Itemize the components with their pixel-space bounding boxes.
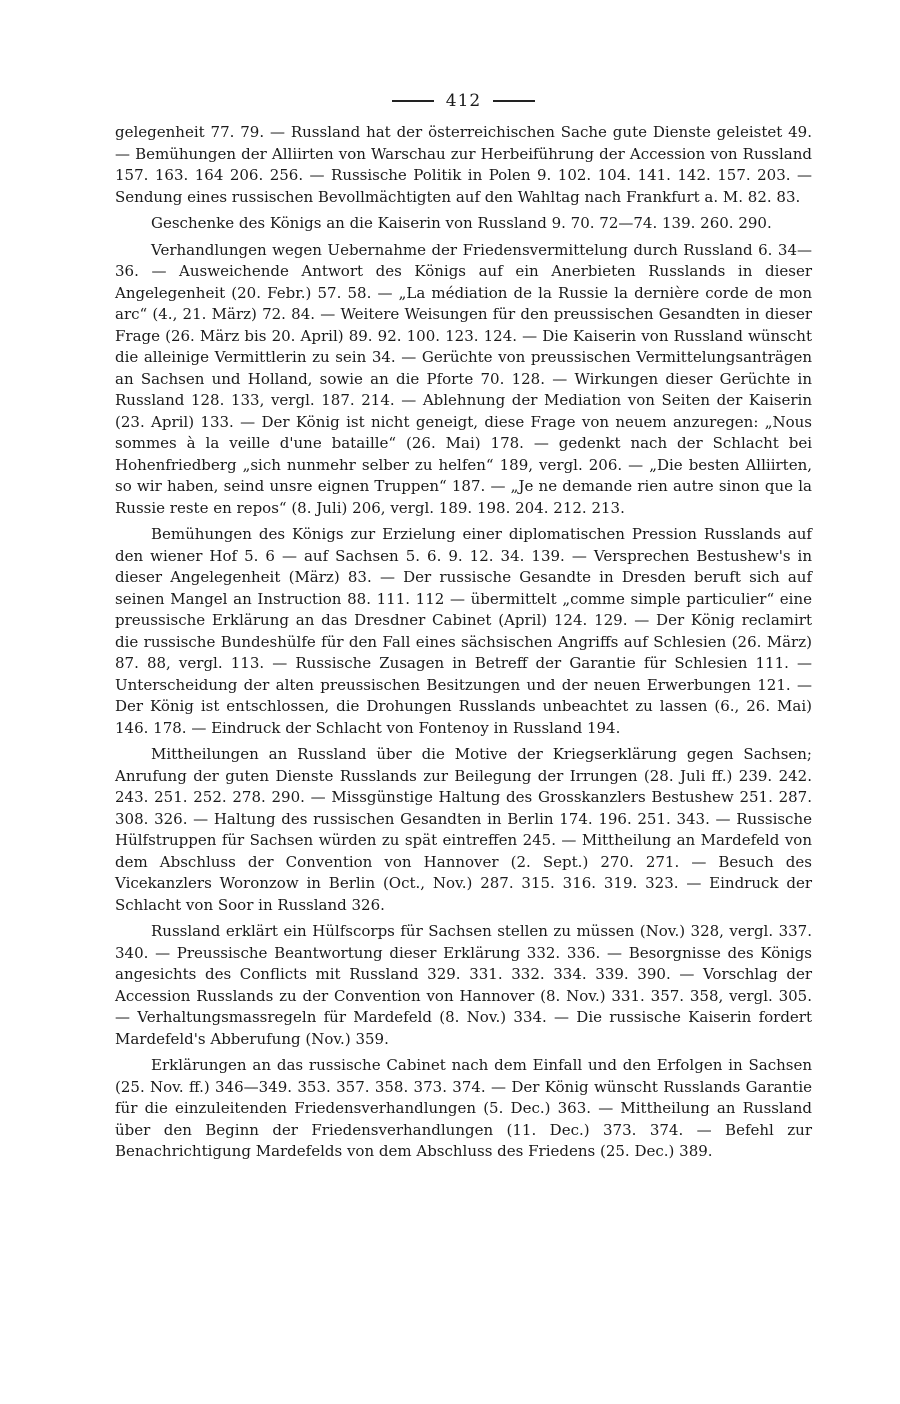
index-paragraph-friedensvermittelung: Verhandlungen wegen Uebernahme der Friedensvermittelung durch Russland 6. 34—36. — Ausweichende Antwort des Königs auf ein Anerbieten Russlands in dieser Angelegenheit (20. Febr.) 57. 58. — „La médiation de la Russie la dernière corde de mon arc“ (4., 21. März) 72. 84. — Weitere Weisungen für den preussischen Gesandten in dieser Frage (26. März bis 20. April) 89. 92. 100. 123. 124. — Die Kaiserin von Russland wünscht die alleinige Vermittlerin zu sein 34. — Gerüchte von preussischen Vermittelungsanträgen an Sachsen und Holland, sowie an die Pforte 70. 128. — Wirkungen dieser Gerüchte in Russland 128. 133, vergl. 187. 214. — Ablehnung der Mediation von Seiten der Kaiserin (23. April) 133. — Der König ist nicht geneigt, diese Frage von neuem anzuregen: „Nous sommes à la veille d'une bataille“ (26. Mai) 178. — gedenkt nach der Schlacht bei Hohenfriedberg „sich nunmehr selber zu helfen“ 189, vergl. 206. — „Die besten Alliirten, so wir haben, seind unsre eignen Truppen“ 187. — „Je ne demande rien autre sinon que la Russie reste en repos“ (8. Juli) 206, vergl. 189. 198. 204. 212. 213. bbox=[115, 240, 812, 517]
index-paragraph-geschenke: Geschenke des Königs an die Kaiserin von Russland 9. 70. 72—74. 139. 260. 290. bbox=[151, 214, 772, 232]
index-paragraph-huelfscorps: Russland erklärt ein Hülfscorps für Sachsen stellen zu müssen (Nov.) 328, vergl. 337. 340. — Preussische Beantwortung dieser Erklärung 332. 336. — Besorgnisse des Königs angesichts des Conflicts mit Russland 329. 331. 332. 334. 339. 390. — Vorschlag der Accession Russlands zu der Convention von Hannover (8. Nov.) 331. 357. 358, vergl. 305. — Verhaltungsmassregeln für Mardefeld (8. Nov.) 334. — Die russische Kaiserin fordert Mardefeld's Abberufung (Nov.) 359. bbox=[115, 922, 812, 1048]
header-rule-left bbox=[392, 100, 434, 101]
document-page bbox=[115, 88, 812, 1168]
page-header bbox=[115, 88, 812, 114]
page-number: 412 bbox=[445, 91, 482, 111]
header-rule-right bbox=[493, 100, 535, 101]
index-paragraph-continuation: gelegenheit 77. 79. — Russland hat der österreichischen Sache gute Dienste geleistet 49. — Bemühungen der Alliirten von Warschau zur Herbeiführung der Accession von Russland 157. 163. 164 206. 256. — Russische Politik in Polen 9. 102. 104. 141. 142. 157. 203. — Sendung eines russischen Bevollmächtigten auf den Wahltag nach Frankfurt a. M. 82. 83. bbox=[115, 123, 812, 206]
index-paragraph-erklaerungen: Erklärungen an das russische Cabinet nach dem Einfall und den Erfolgen in Sachsen (25. Nov. ff.) 346—349. 353. 357. 358. 373. 374. — Der König wünscht Russlands Garantie für die einzuleitenden Friedensverhandlungen (5. Dec.) 363. — Mittheilung an Russland über den Beginn der Friedensverhandlungen (11. Dec.) 373. 374. — Befehl zur Benachrichtigung Mardefelds von dem Abschluss des Friedens (25. Dec.) 389. bbox=[115, 1056, 812, 1160]
index-paragraph-pression: Bemühungen des Königs zur Erzielung einer diplomatischen Pression Russlands auf den wiener Hof 5. 6 — auf Sachsen 5. 6. 9. 12. 34. 139. — Versprechen Bestushew's in dieser Angelegenheit (März) 83. — Der russische Gesandte in Dresden beruft sich auf seinen Mangel an Instruction 88. 111. 112 — übermittelt „comme simple particulier“ eine preussische Erklärung an das Dresdner Cabinet (April) 124. 129. — Der König reclamirt die russische Bundeshülfe für den Fall eines sächsischen Angriffs auf Schlesien (26. März) 87. 88, vergl. 113. — Russische Zusagen in Betreff der Garantie für Schlesien 111. — Unterscheidung der alten preussischen Besitzungen und der neuen Erwerbungen 121. — Der König ist entschlossen, die Drohungen Russlands unbeachtet zu lassen (6., 26. Mai) 146. 178. — Eindruck der Schlacht von Fontenoy in Russland 194. bbox=[115, 525, 812, 737]
index-paragraph-kriegserklaerung: Mittheilungen an Russland über die Motive der Kriegserklärung gegen Sachsen; Anrufung der guten Dienste Russlands zur Beilegung der Irrungen (28. Juli ff.) 239. 242. 243. 251. 252. 278. 290. — Missgünstige Haltung des Grosskanzlers Bestushew 251. 287. 308. 326. — Haltung des russischen Gesandten in Berlin 174. 196. 251. 343. — Russische Hülfstruppen für Sachsen würden zu spät eintreffen 245. — Mittheilung an Mardefeld von dem Abschluss der Convention von Hannover (2. Sept.) 270. 271. — Besuch des Vicekanzlers Woronzow in Berlin (Oct., Nov.) 287. 315. 316. 319. 323. — Eindruck der Schlacht von Soor in Russland 326. bbox=[115, 745, 812, 914]
